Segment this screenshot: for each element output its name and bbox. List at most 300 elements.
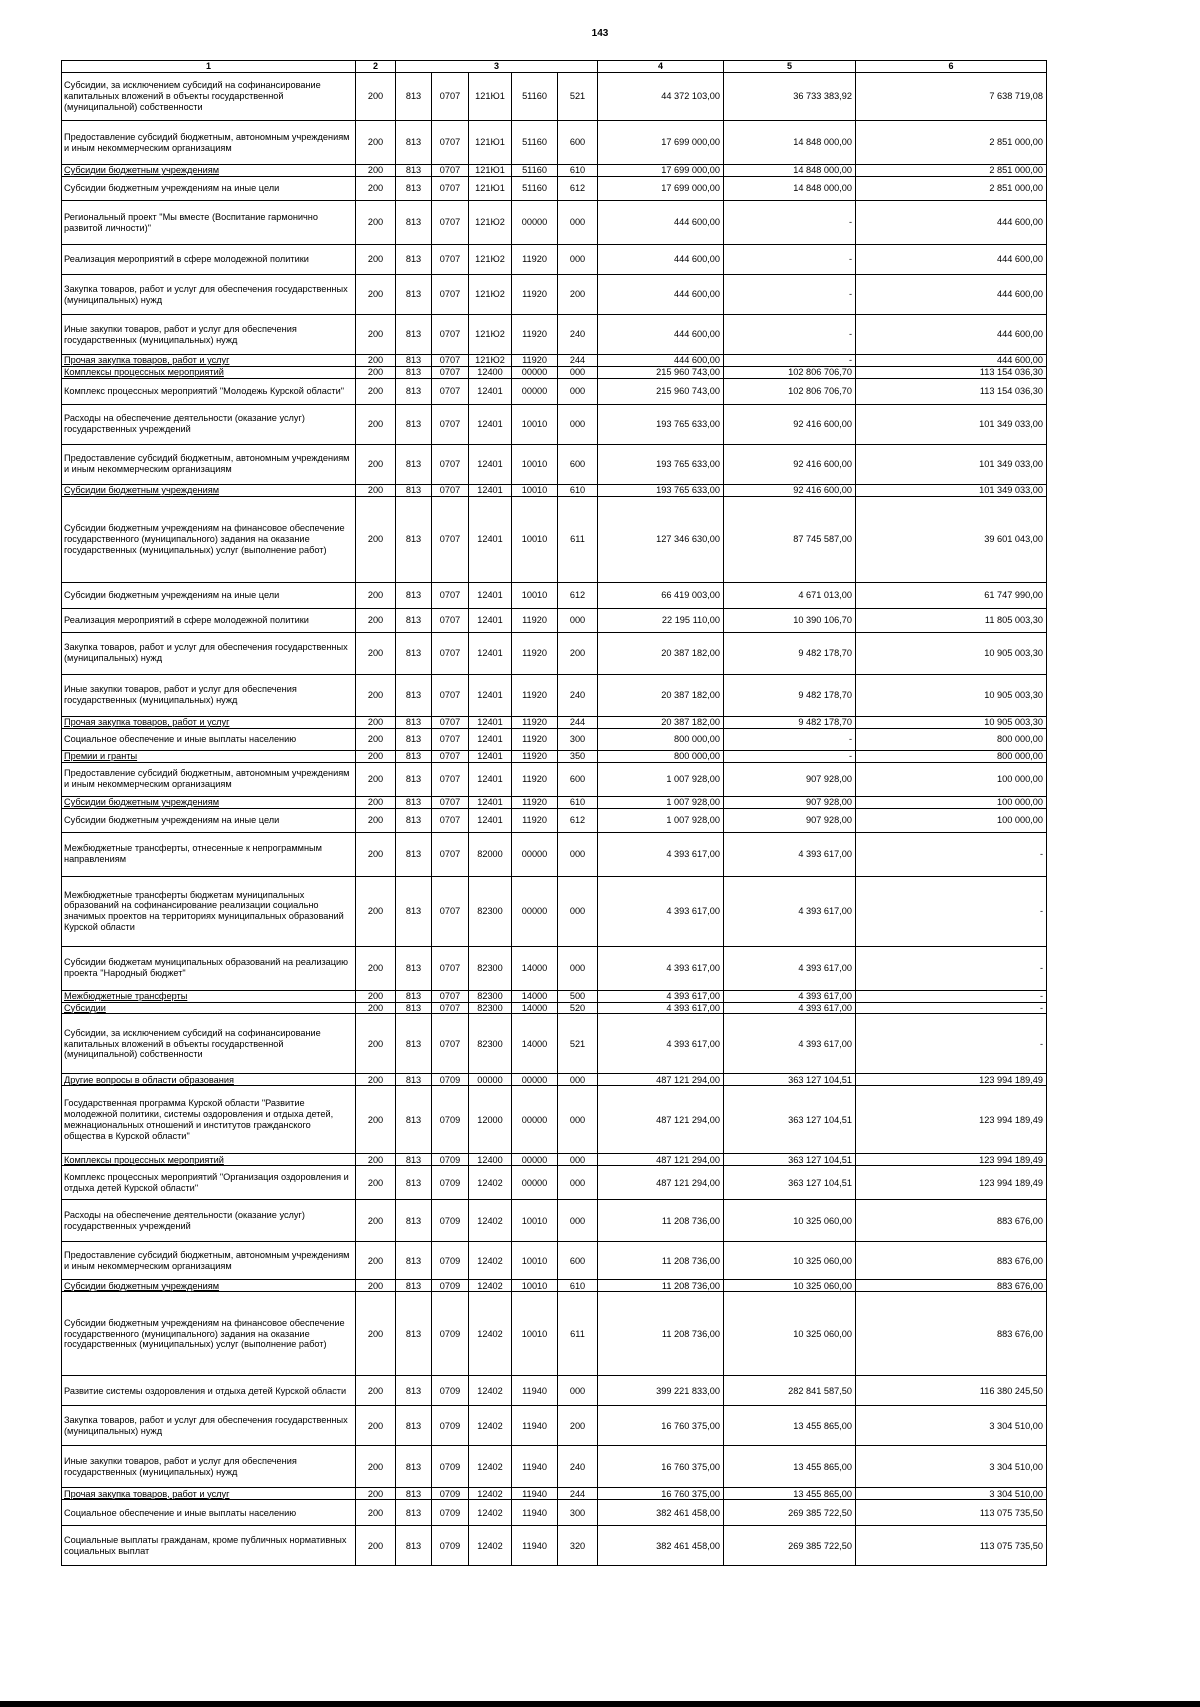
- code-program: 12401: [469, 632, 512, 674]
- table-row: [62, 582, 1047, 608]
- amount-plan: 444 600,00: [598, 355, 724, 367]
- amount-remainder: 2 851 000,00: [856, 165, 1047, 177]
- amount-plan: 17 699 000,00: [598, 121, 724, 165]
- code-napravlenie: 00000: [512, 832, 558, 876]
- code-vid-rashodov: 600: [558, 1242, 598, 1280]
- page-bottom-border: [0, 1701, 1200, 1707]
- budget-table: [61, 60, 1047, 1566]
- amount-plan: 487 121 294,00: [598, 1166, 724, 1200]
- amount-remainder: 100 000,00: [856, 762, 1047, 796]
- code-napravlenie: 11920: [512, 674, 558, 716]
- row-name: Комплекс процессных мероприятий "Молодежь Курской области": [62, 378, 356, 404]
- code-glava: 200: [356, 1002, 396, 1014]
- amount-fact: 907 928,00: [724, 808, 856, 832]
- amount-plan: 20 387 182,00: [598, 716, 724, 728]
- code-program: 12402: [469, 1526, 512, 1566]
- code-program: 121Ю2: [469, 201, 512, 245]
- code-glava: 200: [356, 832, 396, 876]
- code-program: 12401: [469, 444, 512, 484]
- amount-plan: 1 007 928,00: [598, 808, 724, 832]
- table-row: [62, 876, 1047, 946]
- code-vedomstvo: 813: [396, 1166, 432, 1200]
- amount-remainder: 100 000,00: [856, 808, 1047, 832]
- row-name: Субсидии бюджетам муниципальных образований на реализацию проекта "Народный бюджет": [62, 946, 356, 990]
- row-name: Субсидии бюджетным учреждениям: [62, 484, 356, 496]
- code-razdel: 0707: [432, 728, 469, 750]
- table-header-row: [62, 61, 1047, 73]
- amount-remainder: 123 994 189,49: [856, 1086, 1047, 1154]
- code-vedomstvo: 813: [396, 716, 432, 728]
- code-program: 121Ю1: [469, 177, 512, 201]
- code-napravlenie: 11920: [512, 632, 558, 674]
- amount-plan: 17 699 000,00: [598, 165, 724, 177]
- code-glava: 200: [356, 1086, 396, 1154]
- code-vid-rashodov: 610: [558, 1280, 598, 1292]
- code-napravlenie: 00000: [512, 1074, 558, 1086]
- amount-fact: 92 416 600,00: [724, 444, 856, 484]
- table-row: [62, 832, 1047, 876]
- table-row: [62, 1200, 1047, 1242]
- amount-remainder: 444 600,00: [856, 355, 1047, 367]
- amount-fact: 92 416 600,00: [724, 484, 856, 496]
- code-vedomstvo: 813: [396, 355, 432, 367]
- code-vid-rashodov: 612: [558, 582, 598, 608]
- code-vid-rashodov: 200: [558, 275, 598, 315]
- code-program: 121Ю2: [469, 275, 512, 315]
- code-vedomstvo: 813: [396, 946, 432, 990]
- code-vedomstvo: 813: [396, 275, 432, 315]
- table-row: [62, 444, 1047, 484]
- amount-remainder: -: [856, 946, 1047, 990]
- amount-fact: 363 127 104,51: [724, 1166, 856, 1200]
- code-program: 12401: [469, 796, 512, 808]
- amount-plan: 215 960 743,00: [598, 366, 724, 378]
- amount-fact: 4 393 617,00: [724, 1014, 856, 1074]
- code-razdel: 0707: [432, 990, 469, 1002]
- code-program: 12401: [469, 484, 512, 496]
- amount-fact: 10 325 060,00: [724, 1292, 856, 1376]
- amount-plan: 4 393 617,00: [598, 1014, 724, 1074]
- row-name: Прочая закупка товаров, работ и услуг: [62, 355, 356, 367]
- code-razdel: 0707: [432, 484, 469, 496]
- table-row: [62, 750, 1047, 762]
- table-row: [62, 355, 1047, 367]
- amount-fact: 4 393 617,00: [724, 990, 856, 1002]
- amount-plan: 800 000,00: [598, 750, 724, 762]
- code-program: 82300: [469, 876, 512, 946]
- code-vid-rashodov: 240: [558, 1446, 598, 1488]
- amount-remainder: 113 075 735,50: [856, 1526, 1047, 1566]
- code-razdel: 0707: [432, 201, 469, 245]
- amount-plan: 44 372 103,00: [598, 73, 724, 121]
- amount-plan: 4 393 617,00: [598, 1002, 724, 1014]
- amount-fact: 102 806 706,70: [724, 366, 856, 378]
- code-vid-rashodov: 520: [558, 1002, 598, 1014]
- row-name: Предоставление субсидий бюджетным, автономным учреждениям и иным некоммерческим организациям: [62, 762, 356, 796]
- amount-fact: 14 848 000,00: [724, 121, 856, 165]
- code-program: 12401: [469, 496, 512, 582]
- code-glava: 200: [356, 674, 396, 716]
- code-razdel: 0709: [432, 1242, 469, 1280]
- amount-remainder: 116 380 245,50: [856, 1376, 1047, 1406]
- code-vedomstvo: 813: [396, 315, 432, 355]
- amount-fact: 14 848 000,00: [724, 165, 856, 177]
- amount-remainder: 883 676,00: [856, 1292, 1047, 1376]
- amount-fact: 13 455 865,00: [724, 1406, 856, 1446]
- code-glava: 200: [356, 1014, 396, 1074]
- code-razdel: 0707: [432, 355, 469, 367]
- row-name: Межбюджетные трансферты, отнесенные к непрограммным направлениям: [62, 832, 356, 876]
- code-razdel: 0707: [432, 315, 469, 355]
- code-vedomstvo: 813: [396, 1292, 432, 1376]
- code-glava: 200: [356, 608, 396, 632]
- code-glava: 200: [356, 404, 396, 444]
- amount-remainder: 123 994 189,49: [856, 1166, 1047, 1200]
- code-napravlenie: 11940: [512, 1446, 558, 1488]
- code-vid-rashodov: 320: [558, 1526, 598, 1566]
- code-glava: 200: [356, 1280, 396, 1292]
- code-vedomstvo: 813: [396, 1154, 432, 1166]
- amount-plan: 1 007 928,00: [598, 796, 724, 808]
- table-row: [62, 165, 1047, 177]
- code-vedomstvo: 813: [396, 1500, 432, 1526]
- amount-plan: 800 000,00: [598, 728, 724, 750]
- code-napravlenie: 10010: [512, 496, 558, 582]
- row-name: Субсидии бюджетным учреждениям на иные цели: [62, 177, 356, 201]
- code-glava: 200: [356, 121, 396, 165]
- code-glava: 200: [356, 444, 396, 484]
- row-name: Прочая закупка товаров, работ и услуг: [62, 1488, 356, 1500]
- code-vedomstvo: 813: [396, 1488, 432, 1500]
- code-vid-rashodov: 611: [558, 1292, 598, 1376]
- table-row: [62, 484, 1047, 496]
- amount-fact: 4 393 617,00: [724, 832, 856, 876]
- code-vedomstvo: 813: [396, 876, 432, 946]
- amount-fact: 14 848 000,00: [724, 177, 856, 201]
- code-napravlenie: 14000: [512, 990, 558, 1002]
- code-napravlenie: 10010: [512, 404, 558, 444]
- row-name: Социальные выплаты гражданам, кроме публичных нормативных социальных выплат: [62, 1526, 356, 1566]
- code-napravlenie: 14000: [512, 1002, 558, 1014]
- amount-remainder: 123 994 189,49: [856, 1154, 1047, 1166]
- code-vid-rashodov: 600: [558, 762, 598, 796]
- code-vedomstvo: 813: [396, 632, 432, 674]
- code-razdel: 0707: [432, 632, 469, 674]
- code-razdel: 0709: [432, 1446, 469, 1488]
- code-program: 121Ю1: [469, 165, 512, 177]
- code-vid-rashodov: 000: [558, 245, 598, 275]
- table-row: [62, 1446, 1047, 1488]
- table-row: [62, 1086, 1047, 1154]
- amount-fact: 9 482 178,70: [724, 674, 856, 716]
- code-program: 12401: [469, 582, 512, 608]
- amount-fact: 9 482 178,70: [724, 716, 856, 728]
- code-napravlenie: 10010: [512, 1242, 558, 1280]
- code-vedomstvo: 813: [396, 73, 432, 121]
- code-program: 121Ю2: [469, 315, 512, 355]
- amount-remainder: 101 349 033,00: [856, 404, 1047, 444]
- code-glava: 200: [356, 1526, 396, 1566]
- code-vid-rashodov: 000: [558, 1200, 598, 1242]
- code-glava: 200: [356, 165, 396, 177]
- code-program: 12400: [469, 366, 512, 378]
- code-program: 12402: [469, 1280, 512, 1292]
- code-napravlenie: 00000: [512, 378, 558, 404]
- code-razdel: 0707: [432, 165, 469, 177]
- code-vid-rashodov: 000: [558, 404, 598, 444]
- row-name: Государственная программа Курской области "Развитие молодежной политики, системы оздоровления и отдыха детей, межнациональных отношений и институтов гражданского общества в Курской области": [62, 1086, 356, 1154]
- amount-fact: 4 393 617,00: [724, 876, 856, 946]
- amount-plan: 487 121 294,00: [598, 1086, 724, 1154]
- code-napravlenie: 51160: [512, 177, 558, 201]
- header-col-4: 4: [598, 61, 724, 73]
- code-razdel: 0707: [432, 73, 469, 121]
- table-body: [62, 73, 1047, 1566]
- code-napravlenie: 10010: [512, 1292, 558, 1376]
- amount-fact: 363 127 104,51: [724, 1086, 856, 1154]
- code-vid-rashodov: 000: [558, 946, 598, 990]
- code-glava: 200: [356, 366, 396, 378]
- code-razdel: 0709: [432, 1406, 469, 1446]
- row-name: Субсидии бюджетным учреждениям на иные цели: [62, 582, 356, 608]
- code-vedomstvo: 813: [396, 121, 432, 165]
- code-vedomstvo: 813: [396, 1406, 432, 1446]
- amount-remainder: 113 154 036,30: [856, 366, 1047, 378]
- code-glava: 200: [356, 496, 396, 582]
- row-name: Межбюджетные трансферты бюджетам муниципальных образований на софинансирование реализации социально значимых проектов на территориях муниципальных образований Курской области: [62, 876, 356, 946]
- row-name: Прочая закупка товаров, работ и услуг: [62, 716, 356, 728]
- amount-remainder: -: [856, 1014, 1047, 1074]
- code-napravlenie: 10010: [512, 1280, 558, 1292]
- amount-plan: 193 765 633,00: [598, 404, 724, 444]
- code-razdel: 0709: [432, 1166, 469, 1200]
- code-vid-rashodov: 000: [558, 1376, 598, 1406]
- row-name: Другие вопросы в области образования: [62, 1074, 356, 1086]
- amount-plan: 487 121 294,00: [598, 1154, 724, 1166]
- code-vedomstvo: 813: [396, 245, 432, 275]
- amount-remainder: 61 747 990,00: [856, 582, 1047, 608]
- code-napravlenie: 11940: [512, 1488, 558, 1500]
- table-row: [62, 990, 1047, 1002]
- code-napravlenie: 11920: [512, 808, 558, 832]
- code-razdel: 0707: [432, 404, 469, 444]
- row-name: Предоставление субсидий бюджетным, автономным учреждениям и иным некоммерческим организациям: [62, 121, 356, 165]
- table-row: [62, 808, 1047, 832]
- code-napravlenie: 11920: [512, 315, 558, 355]
- code-vid-rashodov: 611: [558, 496, 598, 582]
- row-name: Реализация мероприятий в сфере молодежной политики: [62, 245, 356, 275]
- amount-fact: 9 482 178,70: [724, 632, 856, 674]
- code-vedomstvo: 813: [396, 404, 432, 444]
- code-glava: 200: [356, 808, 396, 832]
- code-vid-rashodov: 610: [558, 484, 598, 496]
- code-napravlenie: 11920: [512, 728, 558, 750]
- code-program: 12000: [469, 1086, 512, 1154]
- header-col-5: 5: [724, 61, 856, 73]
- amount-remainder: 2 851 000,00: [856, 121, 1047, 165]
- amount-remainder: 444 600,00: [856, 201, 1047, 245]
- code-vedomstvo: 813: [396, 165, 432, 177]
- code-vid-rashodov: 200: [558, 1406, 598, 1446]
- code-program: 82300: [469, 1002, 512, 1014]
- code-napravlenie: 11920: [512, 750, 558, 762]
- amount-fact: -: [724, 245, 856, 275]
- amount-plan: 20 387 182,00: [598, 632, 724, 674]
- header-col-2: 2: [356, 61, 396, 73]
- row-name: Субсидии бюджетным учреждениям на финансовое обеспечение государственного (муниципального) задания на оказание государственных (муниципальных) услуг (выполнение работ): [62, 496, 356, 582]
- amount-remainder: 100 000,00: [856, 796, 1047, 808]
- amount-fact: 13 455 865,00: [724, 1446, 856, 1488]
- code-glava: 200: [356, 73, 396, 121]
- code-razdel: 0707: [432, 366, 469, 378]
- code-razdel: 0709: [432, 1500, 469, 1526]
- amount-plan: 11 208 736,00: [598, 1200, 724, 1242]
- code-vid-rashodov: 244: [558, 1488, 598, 1500]
- code-vid-rashodov: 600: [558, 444, 598, 484]
- amount-remainder: 10 905 003,30: [856, 674, 1047, 716]
- code-vedomstvo: 813: [396, 1074, 432, 1086]
- code-vid-rashodov: 000: [558, 1086, 598, 1154]
- table-row: [62, 796, 1047, 808]
- amount-fact: -: [724, 201, 856, 245]
- row-name: Межбюджетные трансферты: [62, 990, 356, 1002]
- code-vedomstvo: 813: [396, 366, 432, 378]
- amount-fact: 10 325 060,00: [724, 1242, 856, 1280]
- code-vedomstvo: 813: [396, 1200, 432, 1242]
- code-vedomstvo: 813: [396, 990, 432, 1002]
- row-name: Социальное обеспечение и иные выплаты населению: [62, 1500, 356, 1526]
- table-row: [62, 1074, 1047, 1086]
- amount-fact: 10 325 060,00: [724, 1200, 856, 1242]
- code-vedomstvo: 813: [396, 728, 432, 750]
- amount-remainder: 800 000,00: [856, 728, 1047, 750]
- code-vedomstvo: 813: [396, 808, 432, 832]
- amount-fact: -: [724, 275, 856, 315]
- table-row: [62, 73, 1047, 121]
- amount-remainder: 7 638 719,08: [856, 73, 1047, 121]
- amount-remainder: 2 851 000,00: [856, 177, 1047, 201]
- code-program: 12402: [469, 1500, 512, 1526]
- amount-plan: 382 461 458,00: [598, 1526, 724, 1566]
- code-vid-rashodov: 200: [558, 632, 598, 674]
- table-row: [62, 404, 1047, 444]
- amount-plan: 22 195 110,00: [598, 608, 724, 632]
- amount-fact: -: [724, 355, 856, 367]
- header-col-3: 3: [396, 61, 598, 73]
- amount-remainder: 883 676,00: [856, 1280, 1047, 1292]
- row-name: Реализация мероприятий в сфере молодежной политики: [62, 608, 356, 632]
- code-glava: 200: [356, 315, 396, 355]
- table-row: [62, 1166, 1047, 1200]
- amount-fact: 102 806 706,70: [724, 378, 856, 404]
- code-vid-rashodov: 350: [558, 750, 598, 762]
- amount-plan: 193 765 633,00: [598, 484, 724, 496]
- code-program: 121Ю1: [469, 121, 512, 165]
- code-napravlenie: 51160: [512, 165, 558, 177]
- amount-remainder: 10 905 003,30: [856, 632, 1047, 674]
- code-napravlenie: 00000: [512, 1154, 558, 1166]
- amount-plan: 20 387 182,00: [598, 674, 724, 716]
- code-program: 82300: [469, 990, 512, 1002]
- code-glava: 200: [356, 275, 396, 315]
- row-name: Развитие системы оздоровления и отдыха детей Курской области: [62, 1376, 356, 1406]
- row-name: Комплексы процессных мероприятий: [62, 366, 356, 378]
- row-name: Иные закупки товаров, работ и услуг для обеспечения государственных (муниципальных) нужд: [62, 1446, 356, 1488]
- row-name: Иные закупки товаров, работ и услуг для обеспечения государственных (муниципальных) нужд: [62, 674, 356, 716]
- code-napravlenie: 11920: [512, 355, 558, 367]
- amount-remainder: 101 349 033,00: [856, 484, 1047, 496]
- table-row: [62, 201, 1047, 245]
- code-napravlenie: 11940: [512, 1406, 558, 1446]
- amount-fact: 282 841 587,50: [724, 1376, 856, 1406]
- amount-plan: 444 600,00: [598, 275, 724, 315]
- code-napravlenie: 00000: [512, 876, 558, 946]
- table-row: [62, 378, 1047, 404]
- code-program: 82300: [469, 1014, 512, 1074]
- amount-remainder: 444 600,00: [856, 315, 1047, 355]
- code-program: 12401: [469, 762, 512, 796]
- code-napravlenie: 11920: [512, 716, 558, 728]
- table-row: [62, 716, 1047, 728]
- code-vedomstvo: 813: [396, 378, 432, 404]
- amount-remainder: 444 600,00: [856, 275, 1047, 315]
- code-vedomstvo: 813: [396, 1446, 432, 1488]
- code-vedomstvo: 813: [396, 496, 432, 582]
- amount-fact: 269 385 722,50: [724, 1526, 856, 1566]
- code-razdel: 0707: [432, 946, 469, 990]
- amount-plan: 399 221 833,00: [598, 1376, 724, 1406]
- code-razdel: 0707: [432, 716, 469, 728]
- code-vid-rashodov: 300: [558, 728, 598, 750]
- row-name: Предоставление субсидий бюджетным, автономным учреждениям и иным некоммерческим организациям: [62, 1242, 356, 1280]
- code-vid-rashodov: 600: [558, 121, 598, 165]
- code-razdel: 0707: [432, 1002, 469, 1014]
- code-napravlenie: 11920: [512, 275, 558, 315]
- row-name: Расходы на обеспечение деятельности (оказание услуг) государственных учреждений: [62, 404, 356, 444]
- amount-fact: -: [724, 315, 856, 355]
- code-razdel: 0707: [432, 245, 469, 275]
- code-napravlenie: 00000: [512, 1166, 558, 1200]
- amount-remainder: -: [856, 876, 1047, 946]
- amount-plan: 444 600,00: [598, 201, 724, 245]
- page-number: 143: [591, 28, 609, 39]
- code-glava: 200: [356, 245, 396, 275]
- code-glava: 200: [356, 484, 396, 496]
- table-row: [62, 608, 1047, 632]
- code-razdel: 0707: [432, 808, 469, 832]
- code-napravlenie: 10010: [512, 484, 558, 496]
- code-razdel: 0707: [432, 608, 469, 632]
- code-program: 12402: [469, 1200, 512, 1242]
- code-glava: 200: [356, 946, 396, 990]
- amount-remainder: -: [856, 832, 1047, 876]
- code-vedomstvo: 813: [396, 484, 432, 496]
- code-glava: 200: [356, 1292, 396, 1376]
- amount-remainder: 113 154 036,30: [856, 378, 1047, 404]
- header-col-6: 6: [856, 61, 1047, 73]
- table-row: [62, 1376, 1047, 1406]
- code-glava: 200: [356, 1500, 396, 1526]
- amount-remainder: 3 304 510,00: [856, 1406, 1047, 1446]
- code-vedomstvo: 813: [396, 750, 432, 762]
- code-napravlenie: 10010: [512, 1200, 558, 1242]
- amount-fact: -: [724, 750, 856, 762]
- table-row: [62, 1280, 1047, 1292]
- code-vid-rashodov: 240: [558, 315, 598, 355]
- row-name: Премии и гранты: [62, 750, 356, 762]
- code-razdel: 0707: [432, 582, 469, 608]
- code-vid-rashodov: 244: [558, 355, 598, 367]
